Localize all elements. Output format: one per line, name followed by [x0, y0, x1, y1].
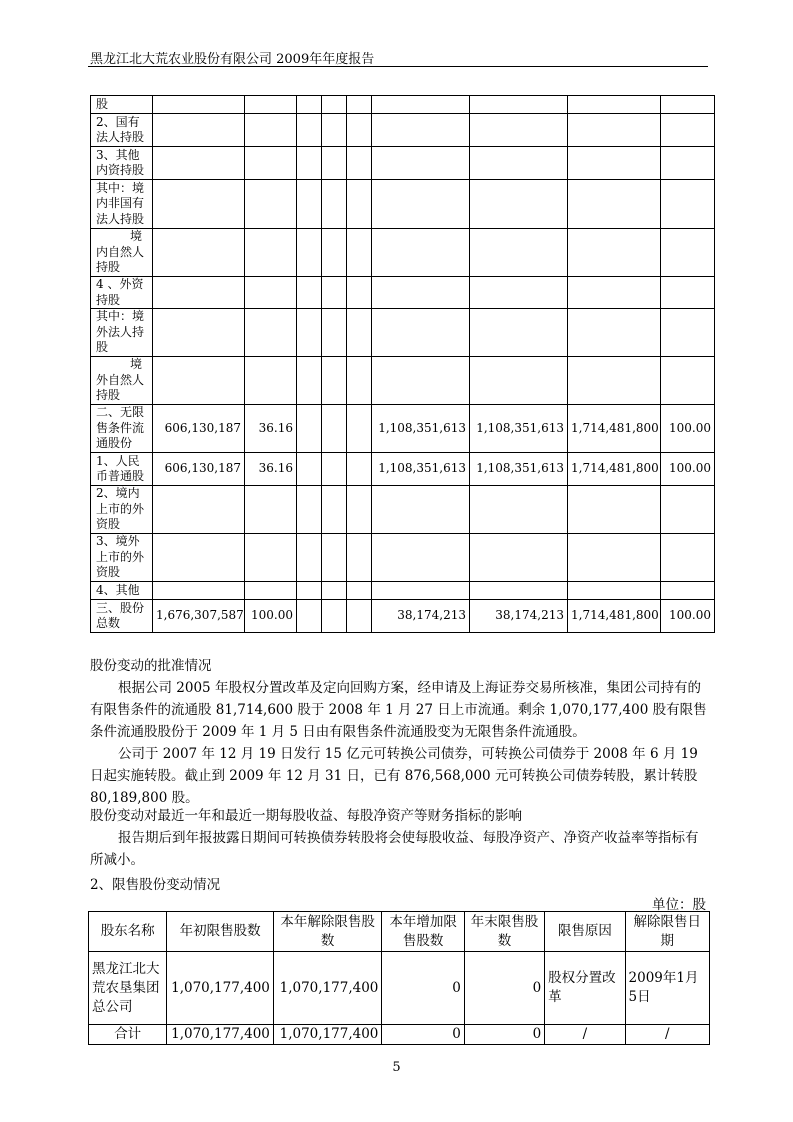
cell	[322, 582, 347, 600]
cell	[568, 147, 661, 180]
cell	[245, 96, 297, 114]
cell	[661, 277, 715, 309]
cell	[372, 96, 470, 114]
cell	[568, 114, 661, 147]
column-header: 股东名称	[89, 912, 167, 952]
cell	[470, 486, 568, 534]
cell	[347, 277, 372, 309]
cell	[347, 582, 372, 600]
cell: 100.00	[661, 600, 715, 633]
cell: 1,070,177,400	[273, 1025, 382, 1045]
cell	[568, 180, 661, 229]
cell: 1,070,177,400	[167, 952, 274, 1025]
cell	[372, 277, 470, 309]
cell	[372, 357, 470, 405]
cell	[297, 405, 322, 453]
cell	[245, 309, 297, 357]
cell: 100.00	[661, 405, 715, 453]
cell	[297, 309, 322, 357]
cell	[153, 486, 245, 534]
section-heading: 2、限售股份变动情况	[90, 877, 221, 893]
cell: 0	[464, 1025, 544, 1045]
cell	[470, 147, 568, 180]
cell: 1,714,481,800	[568, 405, 661, 453]
cell	[372, 534, 470, 582]
row-label: 1、人民币普通股	[91, 453, 153, 486]
column-header: 本年增加限售股数	[382, 912, 464, 952]
row-label: 2、国有法人持股	[91, 114, 153, 147]
cell	[322, 180, 347, 229]
document-header: 黑龙江北大荒农业股份有限公司 2009年年度报告	[90, 52, 375, 67]
cell: 606,130,187	[153, 453, 245, 486]
total-label: 合计	[89, 1025, 167, 1045]
cell	[322, 405, 347, 453]
cell: 1,108,351,613	[372, 405, 470, 453]
cell	[153, 96, 245, 114]
cell	[245, 229, 297, 277]
cell	[245, 582, 297, 600]
cell	[297, 453, 322, 486]
row-label: 二、无限售条件流通股份	[91, 405, 153, 453]
cell	[347, 600, 372, 633]
cell	[297, 277, 322, 309]
cell: 1,108,351,613	[372, 453, 470, 486]
cell: 38,174,213	[470, 600, 568, 633]
cell	[568, 229, 661, 277]
cell	[347, 147, 372, 180]
cell	[347, 357, 372, 405]
cell: 1,070,177,400	[273, 952, 382, 1025]
cell	[245, 486, 297, 534]
cell	[322, 96, 347, 114]
cell	[347, 486, 372, 534]
cell: 1,108,351,613	[470, 453, 568, 486]
unit-label: 单位：股	[652, 897, 706, 913]
page-number: 5	[392, 1060, 401, 1075]
cell	[568, 357, 661, 405]
cell: 1,070,177,400	[167, 1025, 274, 1045]
table-row	[89, 952, 710, 1025]
cell	[661, 147, 715, 180]
cell	[153, 180, 245, 229]
column-header: 解除限售日期	[625, 912, 709, 952]
cell	[470, 277, 568, 309]
paragraph: 根据公司 2005 年股权分置改革及定向回购方案，经申请及上海证券交易所核准，集团公司持有的有限售条件的流通股 81,714,600 股于 2008 年 1 月 27 日上市流通。剩余 1,070,177,400 股有限售条件流通股股份于 2009 年 1 月 5 日由有限售条件流通股变为无限售条件流通股。	[90, 680, 707, 740]
cell	[661, 534, 715, 582]
cell: 36.16	[245, 405, 297, 453]
cell	[470, 229, 568, 277]
cell	[245, 114, 297, 147]
holder-name: 黑龙江北大荒农垦集团总公司	[89, 952, 167, 1025]
cell	[661, 309, 715, 357]
cell	[470, 357, 568, 405]
cell	[347, 229, 372, 277]
cell	[661, 486, 715, 534]
cell	[661, 180, 715, 229]
cell	[568, 96, 661, 114]
cell	[322, 147, 347, 180]
cell	[322, 277, 347, 309]
cell	[153, 147, 245, 180]
cell	[470, 96, 568, 114]
cell	[568, 486, 661, 534]
row-label: 股	[91, 96, 153, 114]
cell: 100.00	[245, 600, 297, 633]
cell	[322, 600, 347, 633]
paragraph: 报告期后到年报披露日期间可转换债券转股将会使每股收益、每股净资产、净资产收益率等指标有所减小。	[90, 830, 699, 868]
cell	[297, 357, 322, 405]
cell	[153, 534, 245, 582]
cell	[153, 277, 245, 309]
cell	[372, 114, 470, 147]
cell	[568, 534, 661, 582]
paragraph: 公司于 2007 年 12 月 19 日发行 15 亿元可转换公司债券，可转换公司债券于 2008 年 6 月 19 日起实施转股。截止到 2009 年 12 月 31 日，已有 876,568,000 元可转换公司债券转股，累计转股 80,189,800 股。	[90, 746, 698, 806]
share-change-table	[90, 95, 715, 633]
cell	[297, 96, 322, 114]
cell: 606,130,187	[153, 405, 245, 453]
cell: 1,676,307,587	[153, 600, 245, 633]
row-label: 3、境外上市的外资股	[91, 534, 153, 582]
cell	[245, 147, 297, 180]
cell	[245, 357, 297, 405]
cell: 1,108,351,613	[470, 405, 568, 453]
cell	[470, 582, 568, 600]
cell: 1,714,481,800	[568, 600, 661, 633]
cell	[347, 453, 372, 486]
total-row	[89, 1025, 710, 1045]
cell	[470, 534, 568, 582]
cell	[372, 147, 470, 180]
cell	[470, 114, 568, 147]
cell	[245, 180, 297, 229]
cell: 38,174,213	[372, 600, 470, 633]
row-label: 3、其他内资持股	[91, 147, 153, 180]
cell	[661, 114, 715, 147]
cell	[661, 96, 715, 114]
section-heading: 股份变动对最近一年和最近一期每股收益、每股净资产等财务指标的影响	[90, 808, 522, 824]
cell	[297, 582, 322, 600]
cell	[297, 600, 322, 633]
cell: 1,714,481,800	[568, 453, 661, 486]
cell	[297, 114, 322, 147]
cell	[661, 582, 715, 600]
cell: 0	[464, 952, 544, 1025]
column-header: 年末限售股数	[464, 912, 544, 952]
cell: 0	[382, 1025, 464, 1045]
cell: /	[545, 1025, 625, 1045]
cell	[297, 486, 322, 534]
cell	[347, 534, 372, 582]
row-label: 4、其他	[91, 582, 153, 600]
cell	[347, 309, 372, 357]
cell	[297, 180, 322, 229]
row-label: 境内自然人持股	[91, 229, 153, 277]
cell	[372, 309, 470, 357]
cell	[661, 229, 715, 277]
cell	[372, 229, 470, 277]
row-label: 2、境内上市的外资股	[91, 486, 153, 534]
cell	[322, 114, 347, 147]
column-header: 限售原因	[545, 912, 625, 952]
cell	[297, 534, 322, 582]
cell: 36.16	[245, 453, 297, 486]
cell	[153, 357, 245, 405]
cell	[372, 486, 470, 534]
cell: 2009年1月5日	[625, 952, 709, 1025]
row-label: 三、股份总数	[91, 600, 153, 633]
approval-section	[90, 655, 710, 809]
cell: 0	[382, 952, 464, 1025]
cell	[322, 309, 347, 357]
cell	[153, 229, 245, 277]
row-label: 4 、外资持股	[91, 277, 153, 309]
column-header: 年初限售股数	[167, 912, 274, 952]
row-label: 其中：境外法人持股	[91, 309, 153, 357]
cell: 股权分置改革	[545, 952, 625, 1025]
cell	[322, 357, 347, 405]
cell	[297, 147, 322, 180]
cell	[347, 180, 372, 229]
cell	[153, 114, 245, 147]
section-heading: 股份变动的批准情况	[90, 658, 212, 674]
column-header: 本年解除限售股数	[273, 912, 382, 952]
cell	[322, 453, 347, 486]
cell	[245, 277, 297, 309]
cell	[568, 277, 661, 309]
cell	[568, 582, 661, 600]
row-label: 其中：境内非国有法人持股	[91, 180, 153, 229]
cell	[322, 486, 347, 534]
cell	[661, 357, 715, 405]
cell: /	[625, 1025, 709, 1045]
cell	[153, 582, 245, 600]
cell	[372, 180, 470, 229]
impact-section	[90, 805, 710, 871]
cell	[347, 114, 372, 147]
restricted-shares-table	[88, 911, 710, 1045]
cell	[347, 405, 372, 453]
cell	[297, 229, 322, 277]
header-rule	[88, 66, 708, 67]
cell	[372, 582, 470, 600]
cell	[153, 309, 245, 357]
cell	[470, 180, 568, 229]
cell	[347, 96, 372, 114]
cell	[322, 534, 347, 582]
cell	[245, 534, 297, 582]
cell	[568, 309, 661, 357]
cell	[470, 309, 568, 357]
cell: 100.00	[661, 453, 715, 486]
row-label: 境外自然人持股	[91, 357, 153, 405]
cell	[322, 229, 347, 277]
